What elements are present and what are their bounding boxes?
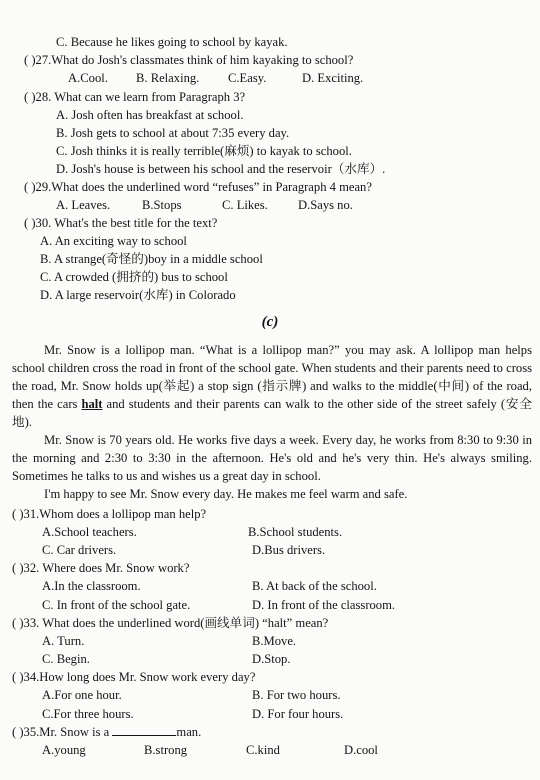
underlined-word-halt: halt	[81, 397, 103, 411]
q28-option-a: A. Josh often has breakfast at school.	[56, 108, 244, 122]
q31-stem: ( )31.Whom does a lollipop man help?	[12, 507, 207, 521]
q30-option-a: A. An exciting way to school	[40, 234, 187, 248]
q32-option-a: A.In the classroom.	[42, 579, 141, 593]
passage-paragraph-2: Mr. Snow is 70 years old. He works five days a week. Every day, he works from 8:30 to 9:30 in the morning and 2:30 to 3:30 in the afternoon. He's old and he's very thin. He's always smiling. Sometimes he talks to us and wishes us a great day in school.	[12, 433, 532, 483]
q32-option-b: B. At back of the school.	[252, 579, 377, 593]
q31-option-a: A.School teachers.	[42, 525, 137, 539]
q26-option-c: C. Because he likes going to school by kayak.	[56, 35, 288, 49]
q28-option-d: D. Josh's house is between his school and the reservoir（水库）.	[56, 162, 386, 176]
q28-option-c: C. Josh thinks it is really terrible(麻烦) to kayak to school.	[56, 144, 352, 158]
q31-option-c: C. Car drivers.	[42, 543, 117, 557]
q34-stem: ( )34.How long does Mr. Snow work every day?	[12, 670, 256, 684]
q35-option-c: C.kind	[246, 743, 280, 757]
q33-option-b: B.Move.	[252, 634, 297, 648]
q30-option-d: D. A large reservoir(水库) in Colorado	[40, 288, 236, 302]
q35-option-a: A.young	[42, 743, 86, 757]
q33-option-d: D.Stop.	[252, 652, 291, 666]
q34-option-b: B. For two hours.	[252, 688, 341, 702]
q28-stem: ( )28. What can we learn from Paragraph 3?	[24, 90, 246, 104]
section-heading-c: (c)	[261, 314, 279, 330]
q28-option-b: B. Josh gets to school at about 7:35 every day.	[56, 126, 290, 140]
passage-paragraph-3: I'm happy to see Mr. Snow every day. He makes me feel warm and safe.	[44, 487, 408, 501]
q27-option-d: D. Exciting.	[302, 71, 364, 85]
q33-stem: ( )33. What does the underlined word(画线单词) “halt” mean?	[12, 616, 329, 630]
q35-option-d: D.cool	[344, 743, 378, 757]
q27-option-a: A.Cool.	[68, 71, 108, 85]
q29-option-a: A. Leaves.	[56, 198, 111, 212]
q32-option-c: C. In front of the school gate.	[42, 598, 191, 612]
answer-blank	[112, 724, 176, 736]
q29-option-c: C. Likes.	[222, 198, 268, 212]
q30-stem: ( )30. What's the best title for the text?	[24, 216, 218, 230]
q34-option-a: A.For one hour.	[42, 688, 122, 702]
q30-option-b: B. A strange(奇怪的)boy in a middle school	[40, 252, 263, 266]
q27-option-b: B. Relaxing.	[136, 71, 200, 85]
q33-option-c: C. Begin.	[42, 652, 90, 666]
q33-option-a: A. Turn.	[42, 634, 85, 648]
q34-option-d: D. For four hours.	[252, 707, 344, 721]
q29-option-b: B.Stops	[142, 198, 182, 212]
q27-stem: ( )27.What do Josh's classmates think of him kayaking to school?	[24, 53, 354, 67]
q30-option-c: C. A crowded (拥挤的) bus to school	[40, 270, 228, 284]
passage-paragraph-1: Mr. Snow is a lollipop man. “What is a lollipop man?” you may ask. A lollipop man helps school children cross the road in front of the school gate. When students and their parents need to cross the road, Mr. Snow holds up(举起) a stop sign (指示牌) and walks to the middle(中间) of the road, then the cars halt and students and their parents can walk to the other side of the street safely (安全地).	[12, 343, 532, 429]
q31-option-d: D.Bus drivers.	[252, 543, 326, 557]
q32-stem: ( )32. Where does Mr. Snow work?	[12, 561, 190, 575]
q35-option-b: B.strong	[144, 743, 188, 757]
q31-option-b: B.School students.	[248, 525, 343, 539]
passage-c	[12, 341, 532, 503]
q29-option-d: D.Says no.	[298, 198, 353, 212]
q27-option-c: C.Easy.	[228, 71, 267, 85]
q29-stem: ( )29.What does the underlined word “refuses” in Paragraph 4 mean?	[24, 180, 372, 194]
q34-option-c: C.For three hours.	[42, 707, 134, 721]
q32-option-d: D. In front of the classroom.	[252, 598, 396, 612]
q35-stem: ( )35.Mr. Snow is a man.	[12, 725, 202, 739]
